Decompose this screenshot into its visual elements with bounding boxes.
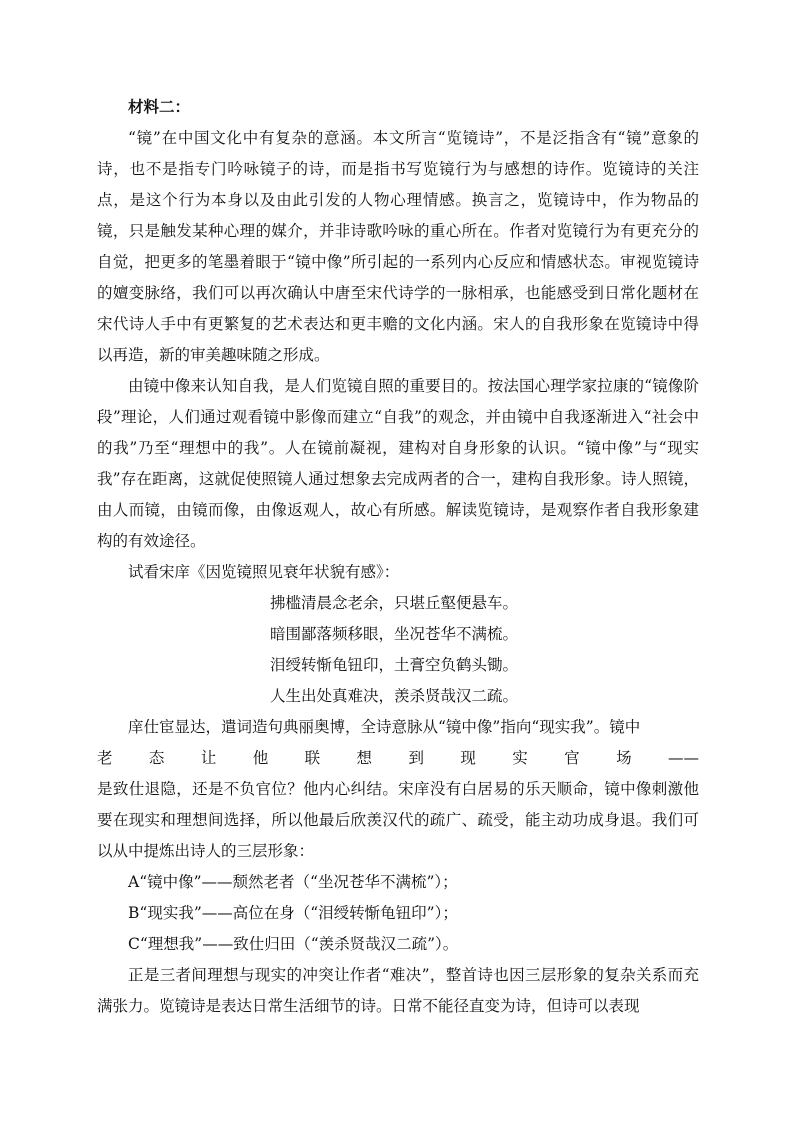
spread-char: 老	[97, 749, 113, 767]
document-body	[97, 92, 699, 1022]
spread-char: 到	[408, 749, 424, 767]
poem-line: 拂槛清晨念老余，只堪丘壑便悬车。	[270, 594, 519, 612]
list-item: C“理想我”——致仕归田（“羡杀贤哉汉二疏”）。	[128, 935, 459, 953]
spread-char: ——	[667, 749, 699, 767]
poem-line: 暗围鄙落频移眼，坐况苍华不满梳。	[270, 625, 519, 643]
spread-char: 官	[564, 749, 580, 767]
spread-char: 他	[252, 749, 269, 767]
analysis-spread-line	[97, 743, 699, 774]
analysis-paragraph-start: 庠仕宦显达，遣词造句典丽奥博，全诗意脉从“镜中像”指向“现实我”。镜中	[128, 718, 641, 736]
poem-line: 泪绶转惭龟钮印，土膏空负鹤头锄。	[270, 656, 519, 674]
spread-char: 场	[616, 749, 632, 767]
spread-char: 联	[304, 749, 321, 767]
paragraph-1: “镜”在中国文化中有复杂的意涵。本文所言“览镜诗”，不是泛指含有“镜”意象的诗，也不是指专门吟咏镜子的诗，而是指书写览镜行为与感想的诗作。览镜诗的关注点，是这个行为本身以及由此引发的人物心理情感。换言之，览镜诗中，作为物品的镜，只是触发某种心理的媒介，并非诗歌吟咏的重心所在。作者对览镜行为有更充分的自觉，把更多的笔墨着眼于“镜中像”所引起的一系列内心反应和情感状态。审视览镜诗的嬗变脉络，我们可以再次确认中唐至宋代诗学的一脉相承，也能感受到日常化题材在宋代诗人手中有更繁复的艺术表达和更丰赡的文化内涵。宋人的自我形象在览镜诗中得以再造，新的审美趣味随之形成。	[97, 129, 699, 364]
spread-char: 现	[460, 749, 476, 767]
analysis-paragraph-rest: 是致仕退隐，还是不负官位？他内心纠结。宋庠没有白居易的乐天顺命，镜中像刺激他要在现实和理想间选择，所以他最后欣羡汉代的疏广、疏受，能主动功成身退。我们可以从中提炼出诗人的三层形象：	[97, 780, 699, 860]
list-item: B“现实我”——高位在身（“泪绶转惭龟钮印”）；	[128, 904, 458, 922]
list-item: A“镜中像”——颓然老者（“坐况苍华不满梳”）；	[128, 873, 458, 891]
poem	[97, 588, 699, 712]
spread-char: 实	[512, 749, 528, 767]
paragraph-2: 由镜中像来认知自我，是人们览镜自照的重要目的。按法国心理学家拉康的“镜像阶段”理论，人们通过观看镜中影像而建立“自我”的观念，并由镜中自我逐渐进入“社会中的我”乃至“理想中的我”。人在镜前凝视，建构对自身形象的认识。“镜中像”与“现实我”存在距离，这就促使照镜人通过想象去完成两者的合一，建构自我形象。诗人照镜，由人而镜，由镜而像，由像返观人，故心有所感。解读览镜诗，是观察作者自我形象建构的有效途径。	[97, 377, 699, 550]
spread-char: 让	[200, 749, 217, 767]
spread-char: 想	[356, 749, 373, 767]
poem-intro: 试看宋庠《因览镜照见衰年状貌有感》：	[128, 563, 400, 581]
closing-paragraph: 正是三者间理想与现实的冲突让作者“难决”，整首诗也因三层形象的复杂关系而充满张力。览镜诗是表达日常生活细节的诗。日常不能径直变为诗，但诗可以表现	[97, 966, 699, 1015]
spread-char: 态	[148, 749, 165, 767]
poem-line: 人生出处真难决，羡杀贤哉汉二疏。	[270, 687, 519, 705]
section-heading: 材料二：	[128, 98, 191, 116]
